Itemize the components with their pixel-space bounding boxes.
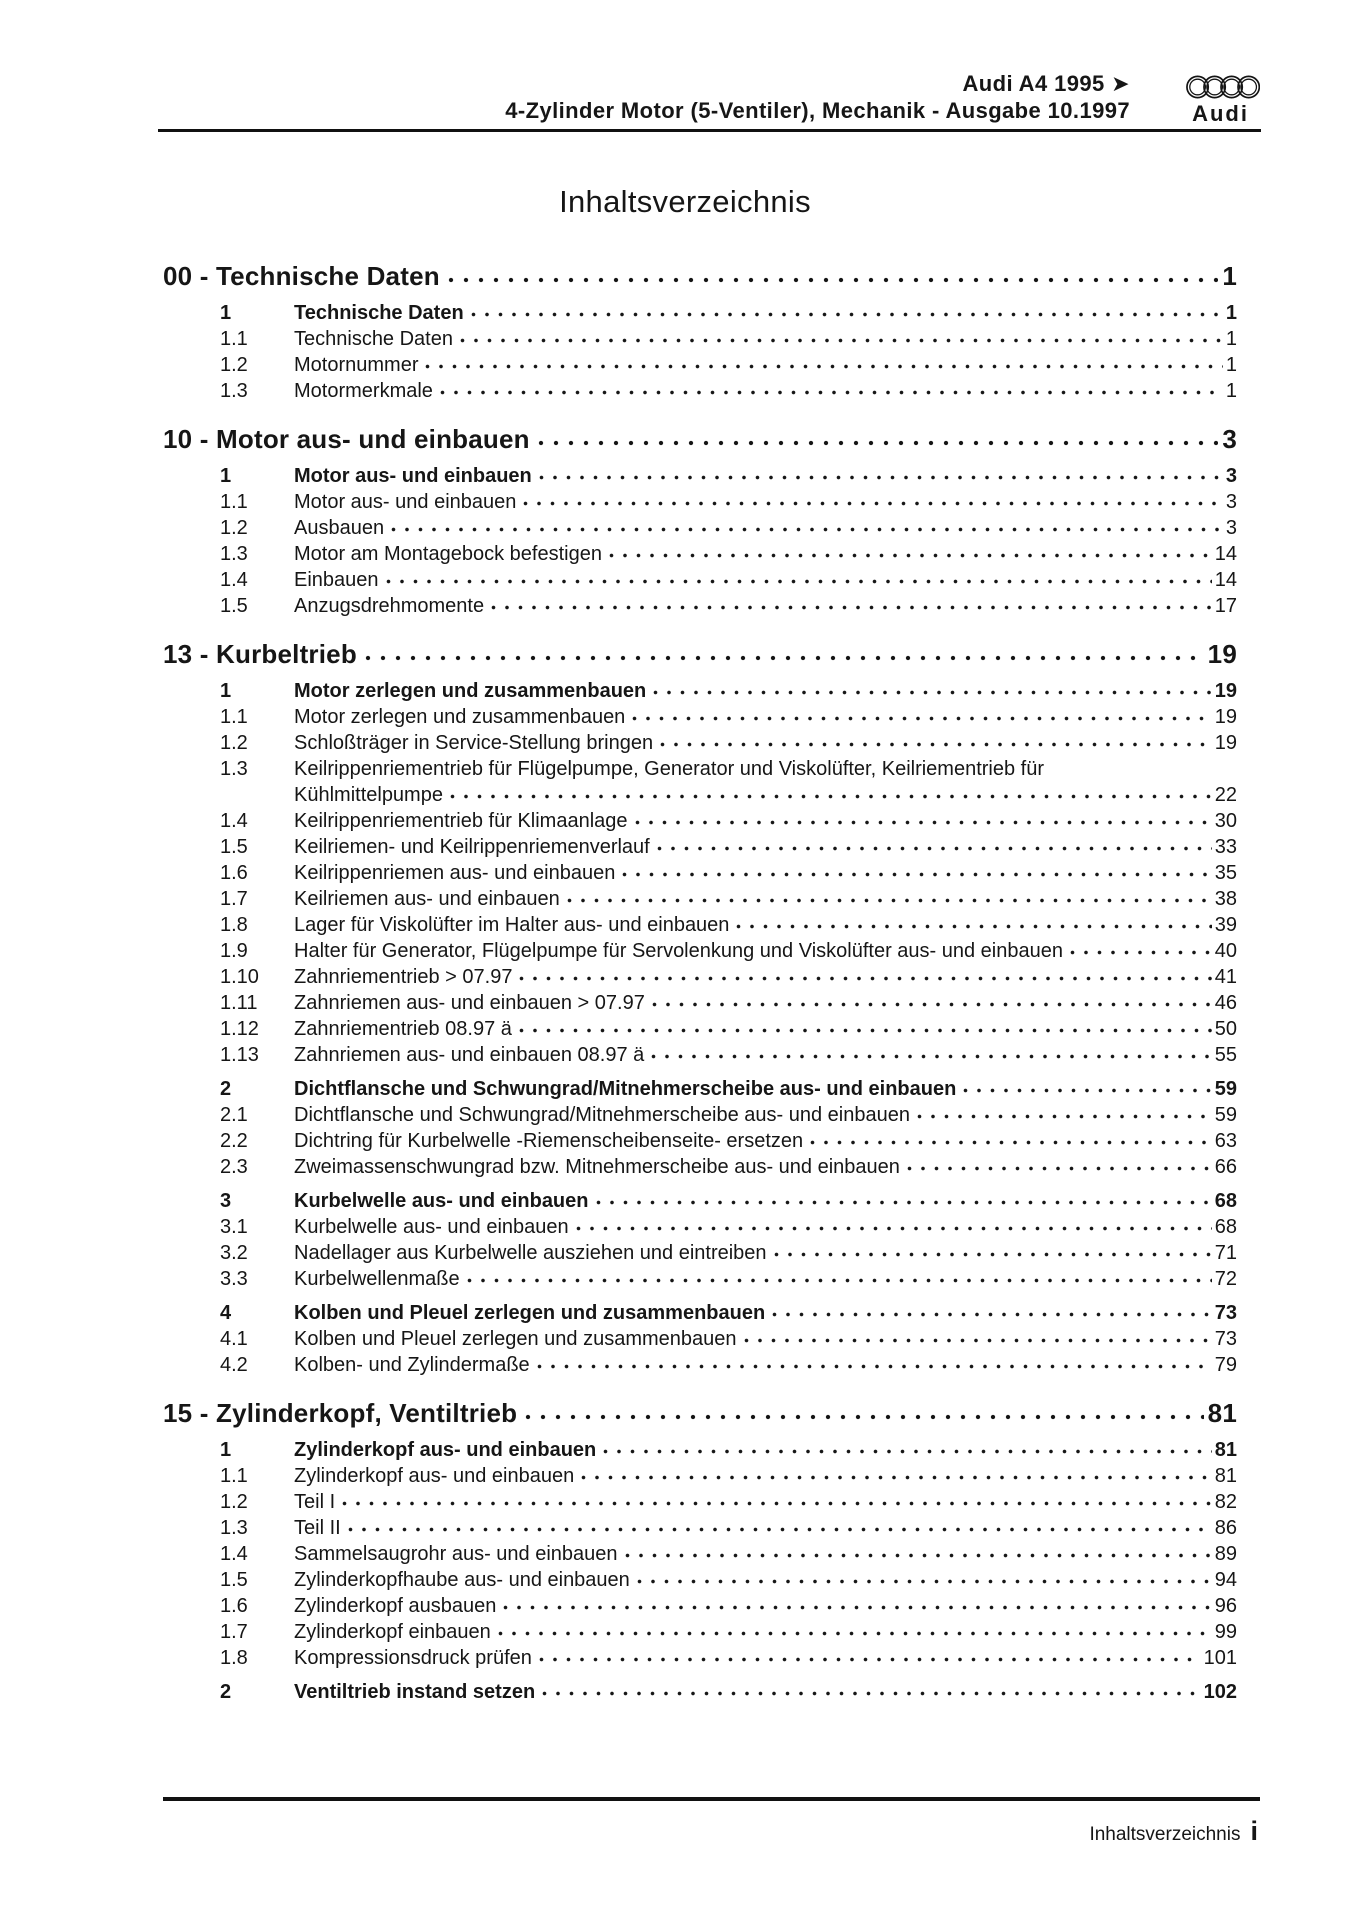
entry-title: Keilriemen aus- und einbauen	[294, 888, 560, 910]
dot-leader	[632, 716, 1211, 722]
dot-leader	[907, 1166, 1212, 1172]
entry-page-number: 59	[1214, 1104, 1237, 1126]
entry-page-number: 19	[1214, 706, 1237, 728]
entry-page-number: 73	[1214, 1302, 1237, 1324]
toc-entry	[220, 964, 1237, 990]
entry-number: 1.10	[220, 966, 259, 988]
entry-page-number: 89	[1214, 1543, 1237, 1565]
dot-leader	[810, 1140, 1212, 1146]
entry-number: 4	[220, 1302, 232, 1324]
entry-number: 1.2	[220, 517, 248, 539]
entry-title: Kolben- und Zylindermaße	[294, 1354, 530, 1376]
toc-entry	[220, 1463, 1237, 1489]
entry-number: 1.3	[220, 380, 248, 402]
toc-entry	[220, 990, 1237, 1016]
entry-number: 1.2	[220, 354, 248, 376]
entry-page-number: 19	[1214, 680, 1237, 702]
entry-number: 1.9	[220, 940, 248, 962]
entry-title: Kühlmittelpumpe	[294, 784, 443, 806]
entry-page-number: 19	[1214, 732, 1237, 754]
entry-number: 2.3	[220, 1156, 248, 1178]
dot-leader	[1070, 950, 1212, 956]
entry-page-number: 81	[1214, 1465, 1237, 1487]
dot-leader	[772, 1312, 1212, 1318]
entry-page-number: 63	[1214, 1130, 1237, 1152]
entry-number: 1	[220, 1439, 232, 1461]
toc-entry	[220, 1128, 1237, 1154]
section-page-number: 81	[1207, 1398, 1237, 1428]
entry-title: Keilrippenriementrieb für Flügelpumpe, Generator und Viskolüfter, Keilriementrieb für	[294, 758, 1045, 780]
toc-entry	[220, 463, 1237, 489]
dot-leader	[635, 820, 1212, 826]
entry-page-number: 81	[1214, 1439, 1237, 1461]
entry-title: Keilriemen- und Keilrippenriemenverlauf	[294, 836, 650, 858]
toc-entry	[220, 567, 1237, 593]
entry-title: Kurbelwelle aus- und einbauen	[294, 1216, 569, 1238]
page-footer	[1089, 1816, 1258, 1847]
entry-number: 1.2	[220, 1491, 248, 1513]
dot-leader	[386, 579, 1212, 585]
dot-leader	[774, 1252, 1212, 1258]
audi-rings-icon	[1182, 71, 1260, 103]
header-model-line: Audi A4 1995 ➤	[962, 71, 1130, 96]
toc-sections	[133, 261, 1237, 1705]
dot-leader	[567, 898, 1212, 904]
footer-rule	[163, 1797, 1260, 1801]
toc-entry	[220, 1541, 1237, 1567]
entry-page-number: 46	[1214, 992, 1237, 1014]
dot-leader	[736, 924, 1211, 930]
entry-number: 1.4	[220, 569, 248, 591]
section-heading-label: 00 - Technische Daten	[163, 261, 440, 291]
entry-page-number: 33	[1214, 836, 1237, 858]
section-heading	[163, 424, 1237, 454]
toc-entry	[220, 593, 1237, 619]
toc-section	[133, 424, 1237, 619]
entry-number: 3.1	[220, 1216, 248, 1238]
entry-number: 1.2	[220, 732, 248, 754]
entry-title: Einbauen	[294, 569, 379, 591]
dot-leader	[450, 794, 1212, 800]
entry-title: Zahnriementrieb 08.97 ä	[294, 1018, 512, 1040]
entry-page-number: 68	[1214, 1190, 1237, 1212]
toc-entry	[220, 678, 1237, 704]
toc-entry	[220, 1679, 1237, 1705]
toc-entry	[220, 1300, 1237, 1326]
dot-leader	[425, 364, 1222, 370]
section-page-number: 1	[1222, 261, 1237, 291]
entry-number: 4.2	[220, 1354, 248, 1376]
entry-title: Lager für Viskolüfter im Halter aus- und einbauen	[294, 914, 730, 936]
toc-entry	[220, 1102, 1237, 1128]
toc-section	[133, 639, 1237, 1378]
entry-number: 2.2	[220, 1130, 248, 1152]
page-header	[505, 70, 1130, 124]
toc-entry	[220, 1240, 1237, 1266]
toc-entry	[220, 730, 1237, 756]
dot-leader	[348, 1527, 1212, 1533]
entry-title: Zylinderkopf ausbauen	[294, 1595, 497, 1617]
entry-page-number: 1	[1225, 328, 1237, 350]
entry-number: 1.5	[220, 595, 248, 617]
entry-title: Motormerkmale	[294, 380, 433, 402]
entry-number: 2	[220, 1681, 232, 1703]
dot-leader	[503, 1605, 1211, 1611]
entry-page-number: 14	[1214, 569, 1237, 591]
toc-entry	[220, 541, 1237, 567]
dot-leader	[448, 277, 1219, 284]
entry-number: 1.7	[220, 888, 248, 910]
toc-section	[133, 261, 1237, 404]
dot-leader	[609, 553, 1212, 559]
entry-page-number: 38	[1214, 888, 1237, 910]
dot-leader	[660, 742, 1212, 748]
entry-title: Motor zerlegen und zusammenbauen	[294, 706, 626, 728]
entry-title: Dichtflansche und Schwungrad/Mitnehmerscheibe aus- und einbauen	[294, 1104, 910, 1126]
toc-entry	[220, 1326, 1237, 1352]
entry-title: Zylinderkopf einbauen	[294, 1621, 491, 1643]
entry-page-number: 73	[1214, 1328, 1237, 1350]
entry-page-number: 22	[1214, 784, 1237, 806]
entry-page-number: 82	[1214, 1491, 1237, 1513]
section-heading	[163, 261, 1237, 291]
entry-page-number: 1	[1225, 354, 1237, 376]
dot-leader	[537, 1364, 1212, 1370]
entry-number: 1.1	[220, 491, 248, 513]
dot-leader	[652, 1002, 1212, 1008]
dot-leader	[365, 655, 1204, 662]
entry-number: 1.1	[220, 706, 248, 728]
page-title: Inhaltsverzeichnis	[559, 184, 811, 219]
toc-entry	[220, 300, 1237, 326]
entry-title: Zylinderkopfhaube aus- und einbauen	[294, 1569, 630, 1591]
entry-number: 1.7	[220, 1621, 248, 1643]
entry-number: 1.8	[220, 1647, 248, 1669]
dot-leader	[467, 1278, 1212, 1284]
toc-entry	[220, 1042, 1237, 1068]
dot-leader	[653, 690, 1211, 696]
toc-entry	[220, 1154, 1237, 1180]
toc-entry	[220, 860, 1237, 886]
entry-page-number: 102	[1203, 1681, 1237, 1703]
entry-number: 1.11	[220, 992, 258, 1014]
header-rule	[158, 129, 1261, 132]
entry-title: Keilrippenriemen aus- und einbauen	[294, 862, 616, 884]
entry-title: Motor zerlegen und zusammenbauen	[294, 680, 647, 702]
entry-title: Zahnriemen aus- und einbauen > 07.97	[294, 992, 645, 1014]
dot-leader	[651, 1054, 1211, 1060]
entry-number: 3	[220, 1190, 232, 1212]
section-heading	[163, 1398, 1237, 1428]
section-page-number: 19	[1207, 639, 1237, 669]
dot-leader	[471, 312, 1223, 318]
entry-title: Dichtring für Kurbelwelle -Riemenscheibenseite- ersetzen	[294, 1130, 804, 1152]
entry-title: Keilrippenriementrieb für Klimaanlage	[294, 810, 628, 832]
toc-entry	[220, 1352, 1237, 1378]
entry-number: 1.3	[220, 543, 248, 565]
toc-entry	[220, 1076, 1237, 1102]
entry-page-number: 35	[1214, 862, 1237, 884]
entry-title: Zahnriementrieb > 07.97	[294, 966, 513, 988]
entry-title: Anzugsdrehmomente	[294, 595, 485, 617]
dot-leader	[963, 1088, 1211, 1094]
dot-leader	[596, 1200, 1212, 1206]
table-of-contents	[133, 183, 1237, 1705]
dot-leader	[519, 976, 1211, 982]
dot-leader	[498, 1631, 1212, 1637]
dot-leader	[440, 390, 1223, 396]
entry-number: 1	[220, 465, 232, 487]
section-heading	[163, 639, 1237, 669]
dot-leader	[917, 1114, 1212, 1120]
entry-page-number: 30	[1214, 810, 1237, 832]
entry-number: 1.1	[220, 1465, 248, 1487]
entry-number: 4.1	[220, 1328, 248, 1350]
dot-leader	[657, 846, 1212, 852]
entry-number: 1.6	[220, 1595, 248, 1617]
entry-number: 3.2	[220, 1242, 248, 1264]
section-heading-label: 13 - Kurbeltrieb	[163, 639, 357, 669]
toc-entry	[220, 1266, 1237, 1292]
entry-title: Kolben und Pleuel zerlegen und zusammenbauen	[294, 1302, 766, 1324]
entry-number: 1.5	[220, 836, 248, 858]
entry-title: Teil I	[294, 1491, 336, 1513]
entry-number: 1.3	[220, 758, 248, 780]
dot-leader	[523, 501, 1223, 507]
entry-title: Zylinderkopf aus- und einbauen	[294, 1439, 597, 1461]
dot-leader	[744, 1338, 1212, 1344]
entry-page-number: 1	[1225, 302, 1237, 324]
entry-page-number: 14	[1214, 543, 1237, 565]
toc-entry	[220, 886, 1237, 912]
entry-page-number: 72	[1214, 1268, 1237, 1290]
entry-page-number: 66	[1214, 1156, 1237, 1178]
dot-leader	[391, 527, 1223, 533]
entry-title: Kurbelwelle aus- und einbauen	[294, 1190, 589, 1212]
entry-page-number: 41	[1214, 966, 1237, 988]
toc-entry	[220, 1515, 1237, 1541]
entry-number: 2	[220, 1078, 232, 1100]
entry-page-number: 3	[1225, 465, 1237, 487]
entry-title: Motor aus- und einbauen	[294, 491, 517, 513]
toc-entry	[220, 834, 1237, 860]
entry-number: 1.6	[220, 862, 248, 884]
entry-page-number: 59	[1214, 1078, 1237, 1100]
entry-page-number: 71	[1214, 1242, 1237, 1264]
entry-title: Zahnriemen aus- und einbauen 08.97 ä	[294, 1044, 645, 1066]
dot-leader	[519, 1028, 1212, 1034]
toc-entry	[220, 515, 1237, 541]
entry-number: 1.8	[220, 914, 248, 936]
section-heading-label: 10 - Motor aus- und einbauen	[163, 424, 530, 454]
section-page-number: 3	[1222, 424, 1237, 454]
entry-title: Teil II	[294, 1517, 341, 1539]
toc-entry	[220, 1016, 1237, 1042]
entry-title: Nadellager aus Kurbelwelle ausziehen und eintreiben	[294, 1242, 767, 1264]
toc-entry	[220, 1645, 1237, 1671]
entry-title: Kompressionsdruck prüfen	[294, 1647, 532, 1669]
entry-number: 2.1	[220, 1104, 248, 1126]
entry-page-number: 17	[1214, 595, 1237, 617]
entry-page-number: 55	[1214, 1044, 1237, 1066]
dot-leader	[622, 872, 1211, 878]
toc-entry	[220, 912, 1237, 938]
toc-entry	[220, 352, 1237, 378]
toc-entry	[220, 1567, 1237, 1593]
footer-label: Inhaltsverzeichnis	[1089, 1824, 1241, 1845]
entry-title: Kurbelwellenmaße	[294, 1268, 460, 1290]
entry-title: Zylinderkopf aus- und einbauen	[294, 1465, 575, 1487]
toc-entry	[220, 1437, 1237, 1463]
entry-page-number: 3	[1225, 491, 1237, 513]
entry-page-number: 101	[1203, 1647, 1237, 1669]
toc-entry	[220, 1188, 1237, 1214]
entry-title: Ventiltrieb instand setzen	[294, 1681, 536, 1703]
toc-entry	[220, 756, 1237, 782]
entry-number: 1.1	[220, 328, 248, 350]
toc-entry	[220, 808, 1237, 834]
entry-page-number: 1	[1225, 380, 1237, 402]
dot-leader	[538, 440, 1219, 447]
entry-number: 1.4	[220, 810, 248, 832]
dot-leader	[542, 1691, 1200, 1697]
entry-page-number: 99	[1214, 1621, 1237, 1643]
toc-entry	[220, 1593, 1237, 1619]
entry-title: Dichtflansche und Schwungrad/Mitnehmerscheibe aus- und einbauen	[294, 1078, 957, 1100]
entry-page-number: 94	[1214, 1569, 1237, 1591]
dot-leader	[525, 1414, 1203, 1421]
dot-leader	[342, 1501, 1212, 1507]
toc-entry	[220, 1619, 1237, 1645]
dot-leader	[576, 1226, 1212, 1232]
entry-title: Schloßträger in Service-Stellung bringen	[294, 732, 654, 754]
toc-entry	[220, 378, 1237, 404]
entry-page-number: 50	[1214, 1018, 1237, 1040]
toc-entry	[220, 782, 1237, 808]
entry-number: 3.3	[220, 1268, 248, 1290]
toc-entry	[220, 1489, 1237, 1515]
audi-wordmark: Audi	[1192, 101, 1249, 126]
entry-page-number: 3	[1225, 517, 1237, 539]
dot-leader	[460, 338, 1223, 344]
entry-title: Halter für Generator, Flügelpumpe für Servolenkung und Viskolüfter aus- und einbauen	[294, 940, 1063, 962]
toc-entry	[220, 326, 1237, 352]
entry-title: Kolben und Pleuel zerlegen und zusammenbauen	[294, 1328, 737, 1350]
dot-leader	[603, 1449, 1212, 1455]
dot-leader	[539, 1657, 1201, 1663]
toc-entry	[220, 1214, 1237, 1240]
entry-title: Motor aus- und einbauen	[294, 465, 532, 487]
entry-title: Motornummer	[294, 354, 419, 376]
dot-leader	[637, 1579, 1212, 1585]
entry-page-number: 68	[1214, 1216, 1237, 1238]
entry-number: 1.5	[220, 1569, 248, 1591]
entry-number: 1.12	[220, 1018, 259, 1040]
dot-leader	[491, 605, 1212, 611]
entry-title: Ausbauen	[294, 517, 385, 539]
entry-number: 1	[220, 302, 232, 324]
entry-number: 1.4	[220, 1543, 248, 1565]
entry-page-number: 86	[1214, 1517, 1237, 1539]
footer-page-number: i	[1250, 1816, 1258, 1846]
entry-title: Zweimassenschwungrad bzw. Mitnehmerscheibe aus- und einbauen	[294, 1156, 900, 1178]
entry-number: 1	[220, 680, 232, 702]
toc-entry	[220, 938, 1237, 964]
entry-page-number: 39	[1214, 914, 1237, 936]
entry-title: Motor am Montagebock befestigen	[294, 543, 602, 565]
entry-page-number: 96	[1214, 1595, 1237, 1617]
entry-title: Sammelsaugrohr aus- und einbauen	[294, 1543, 618, 1565]
header-subject-line: 4-Zylinder Motor (5-Ventiler), Mechanik - Ausgabe 10.1997	[505, 98, 1130, 123]
dot-leader	[539, 475, 1223, 481]
entry-title: Technische Daten	[294, 328, 453, 350]
toc-entry	[220, 704, 1237, 730]
entry-number: 1.13	[220, 1044, 259, 1066]
section-heading-label: 15 - Zylinderkopf, Ventiltrieb	[163, 1398, 518, 1428]
entry-title: Technische Daten	[294, 302, 464, 324]
toc-section	[133, 1398, 1237, 1705]
entry-page-number: 79	[1214, 1354, 1237, 1376]
toc-entry	[220, 489, 1237, 515]
dot-leader	[625, 1553, 1212, 1559]
entry-page-number: 40	[1214, 940, 1237, 962]
entry-number: 1.3	[220, 1517, 248, 1539]
dot-leader	[581, 1475, 1212, 1481]
